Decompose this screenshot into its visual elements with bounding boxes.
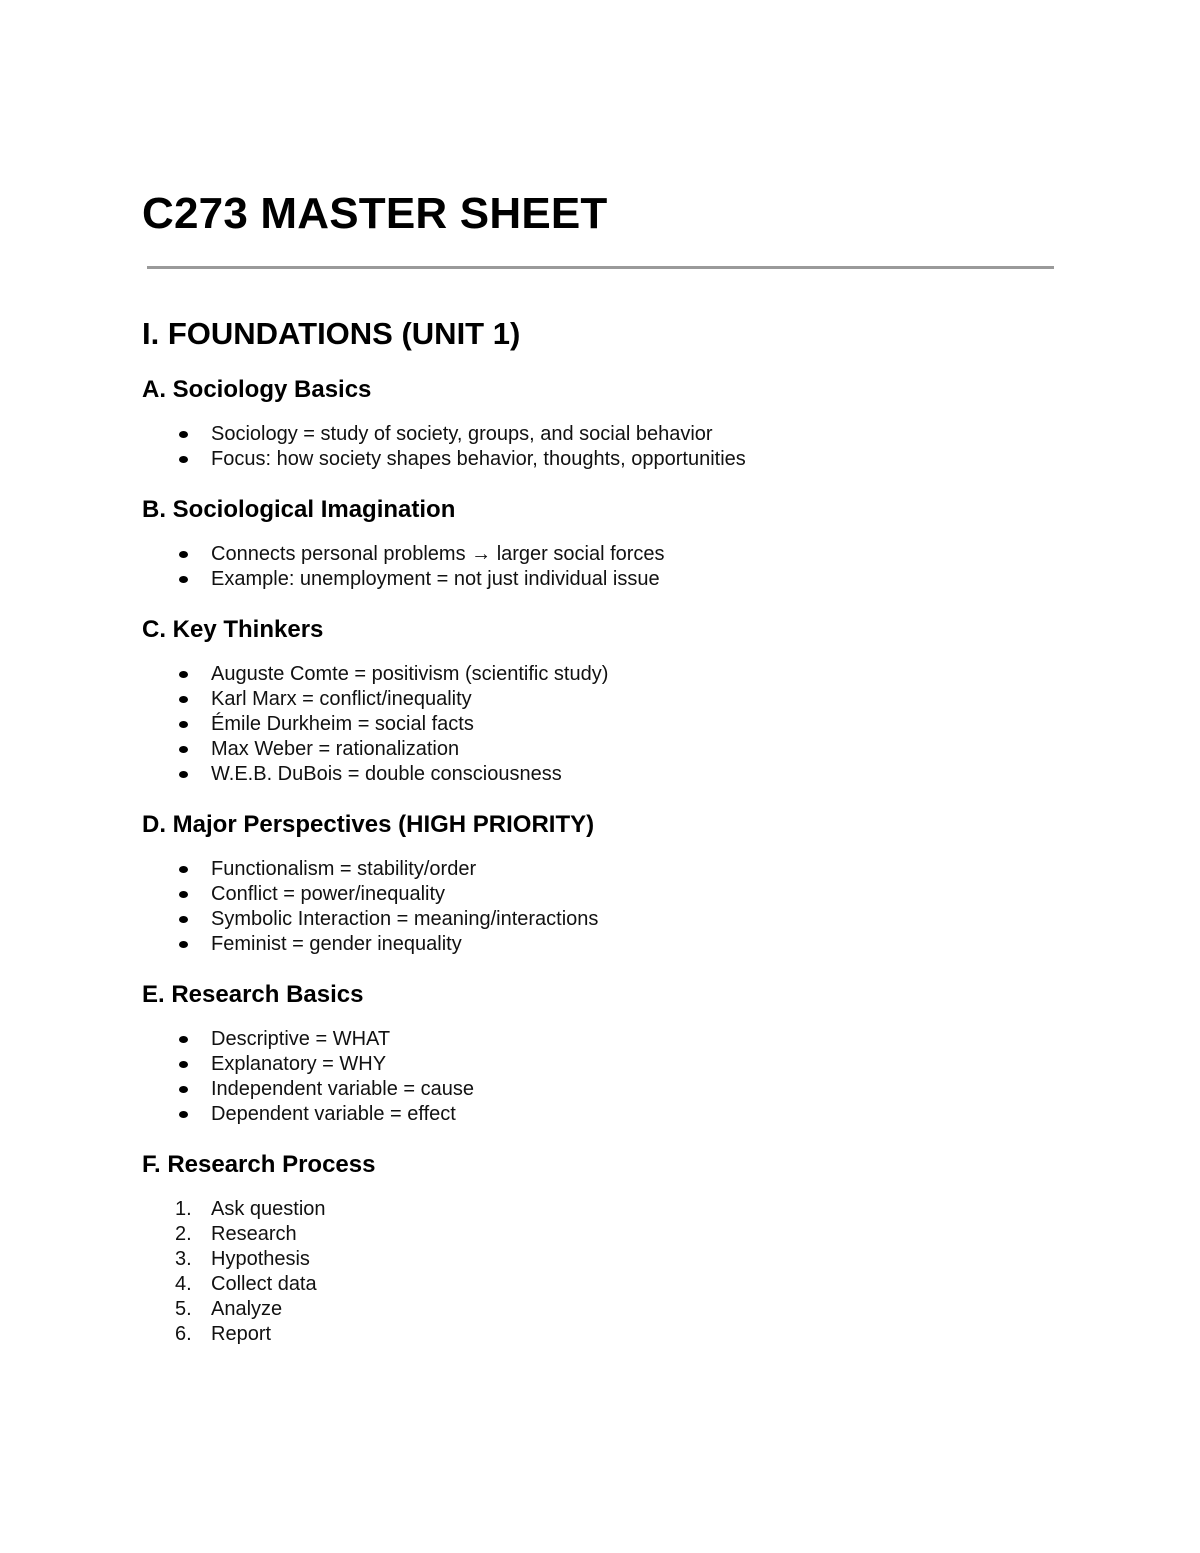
list-item	[142, 882, 1054, 907]
list-item-text: Functionalism = stability/order	[211, 858, 477, 880]
list-item-text: Émile Durkheim = social facts	[211, 713, 474, 735]
list-item-text: Independent variable = cause	[211, 1078, 474, 1100]
list-item-text: Collect data	[211, 1273, 317, 1295]
subsection-sociological-imagination	[142, 496, 1054, 592]
list-item-text: Ask question	[211, 1198, 326, 1220]
item-number: 3.	[175, 1248, 192, 1270]
bullet-icon	[179, 746, 188, 753]
item-number: 4.	[175, 1273, 192, 1295]
list-item-text: W.E.B. DuBois = double consciousness	[211, 763, 562, 785]
bullet-icon	[179, 456, 188, 463]
bullet-icon	[179, 916, 188, 923]
subsection-title: D. Major Perspectives (HIGH PRIORITY)	[142, 811, 595, 838]
subsection-title: E. Research Basics	[142, 981, 364, 1008]
subsection-title: F. Research Process	[142, 1151, 376, 1178]
list-item-text: Symbolic Interaction = meaning/interactions	[211, 908, 599, 930]
list-item-text: Auguste Comte = positivism (scientific study)	[211, 663, 609, 685]
title-divider	[147, 266, 1054, 269]
list-item	[142, 907, 1054, 932]
section-title: I. FOUNDATIONS (UNIT 1)	[142, 316, 521, 351]
list-item	[142, 712, 1054, 737]
list-item	[142, 662, 1054, 687]
bullet-icon	[179, 576, 188, 583]
bullet-icon	[179, 1086, 188, 1093]
subsection-research-process	[142, 1151, 1054, 1347]
list-item-text: Explanatory = WHY	[211, 1053, 387, 1075]
list-item-text: Conflict = power/inequality	[211, 883, 446, 905]
numbered-item	[142, 1297, 1054, 1322]
bullet-icon	[179, 551, 188, 558]
item-number: 6.	[175, 1323, 192, 1345]
bullet-list	[142, 1027, 1054, 1127]
list-item-text: Sociology = study of society, groups, and social behavior	[211, 423, 713, 445]
list-item-text: Example: unemployment = not just individual issue	[211, 568, 660, 590]
list-item-text: Dependent variable = effect	[211, 1103, 456, 1125]
item-number: 2.	[175, 1223, 192, 1245]
list-item	[142, 687, 1054, 712]
list-item-text: Connects personal problems → larger social forces	[211, 543, 665, 565]
list-item	[142, 857, 1054, 882]
list-item	[142, 737, 1054, 762]
list-item	[142, 932, 1054, 957]
subsection-sociology-basics	[142, 376, 1054, 472]
bullet-list	[142, 857, 1054, 957]
list-item	[142, 447, 1054, 472]
numbered-item	[142, 1322, 1054, 1347]
document-title: C273 MASTER SHEET	[142, 189, 608, 238]
list-item-text: Research	[211, 1223, 297, 1245]
numbered-item	[142, 1272, 1054, 1297]
numbered-item	[142, 1247, 1054, 1272]
subsection-title: C. Key Thinkers	[142, 616, 324, 643]
subsection-title: B. Sociological Imagination	[142, 496, 456, 523]
list-item-text: Report	[211, 1323, 272, 1345]
list-item	[142, 422, 1054, 447]
list-item-text: Karl Marx = conflict/inequality	[211, 688, 472, 710]
numbered-item	[142, 1197, 1054, 1222]
bullet-icon	[179, 671, 188, 678]
list-item	[142, 567, 1054, 592]
list-item	[142, 1052, 1054, 1077]
list-item-text: Max Weber = rationalization	[211, 738, 460, 760]
subsection-major-perspectives	[142, 811, 1054, 957]
list-item	[142, 1102, 1054, 1127]
list-item-text: Feminist = gender inequality	[211, 933, 462, 955]
numbered-item	[142, 1222, 1054, 1247]
subsection-research-basics	[142, 981, 1054, 1127]
subsection-key-thinkers	[142, 616, 1054, 787]
item-number: 1.	[175, 1198, 192, 1220]
bullet-icon	[179, 1061, 188, 1068]
bullet-list	[142, 422, 1054, 472]
bullet-icon	[179, 696, 188, 703]
list-item-text: Focus: how society shapes behavior, thoughts, opportunities	[211, 448, 746, 470]
numbered-list	[142, 1197, 1054, 1347]
list-item-text: Analyze	[211, 1298, 283, 1320]
bullet-list	[142, 662, 1054, 787]
bullet-icon	[179, 1036, 188, 1043]
item-number: 5.	[175, 1298, 192, 1320]
bullet-icon	[179, 891, 188, 898]
bullet-icon	[179, 866, 188, 873]
bullet-icon	[179, 721, 188, 728]
list-item-text: Descriptive = WHAT	[211, 1028, 391, 1050]
bullet-icon	[179, 1111, 188, 1118]
list-item	[142, 1077, 1054, 1102]
subsection-title: A. Sociology Basics	[142, 376, 372, 403]
list-item	[142, 542, 1054, 567]
bullet-list	[142, 542, 1054, 592]
bullet-icon	[179, 771, 188, 778]
bullet-icon	[179, 941, 188, 948]
list-item-text: Hypothesis	[211, 1248, 310, 1270]
list-item	[142, 762, 1054, 787]
list-item	[142, 1027, 1054, 1052]
bullet-icon	[179, 431, 188, 438]
